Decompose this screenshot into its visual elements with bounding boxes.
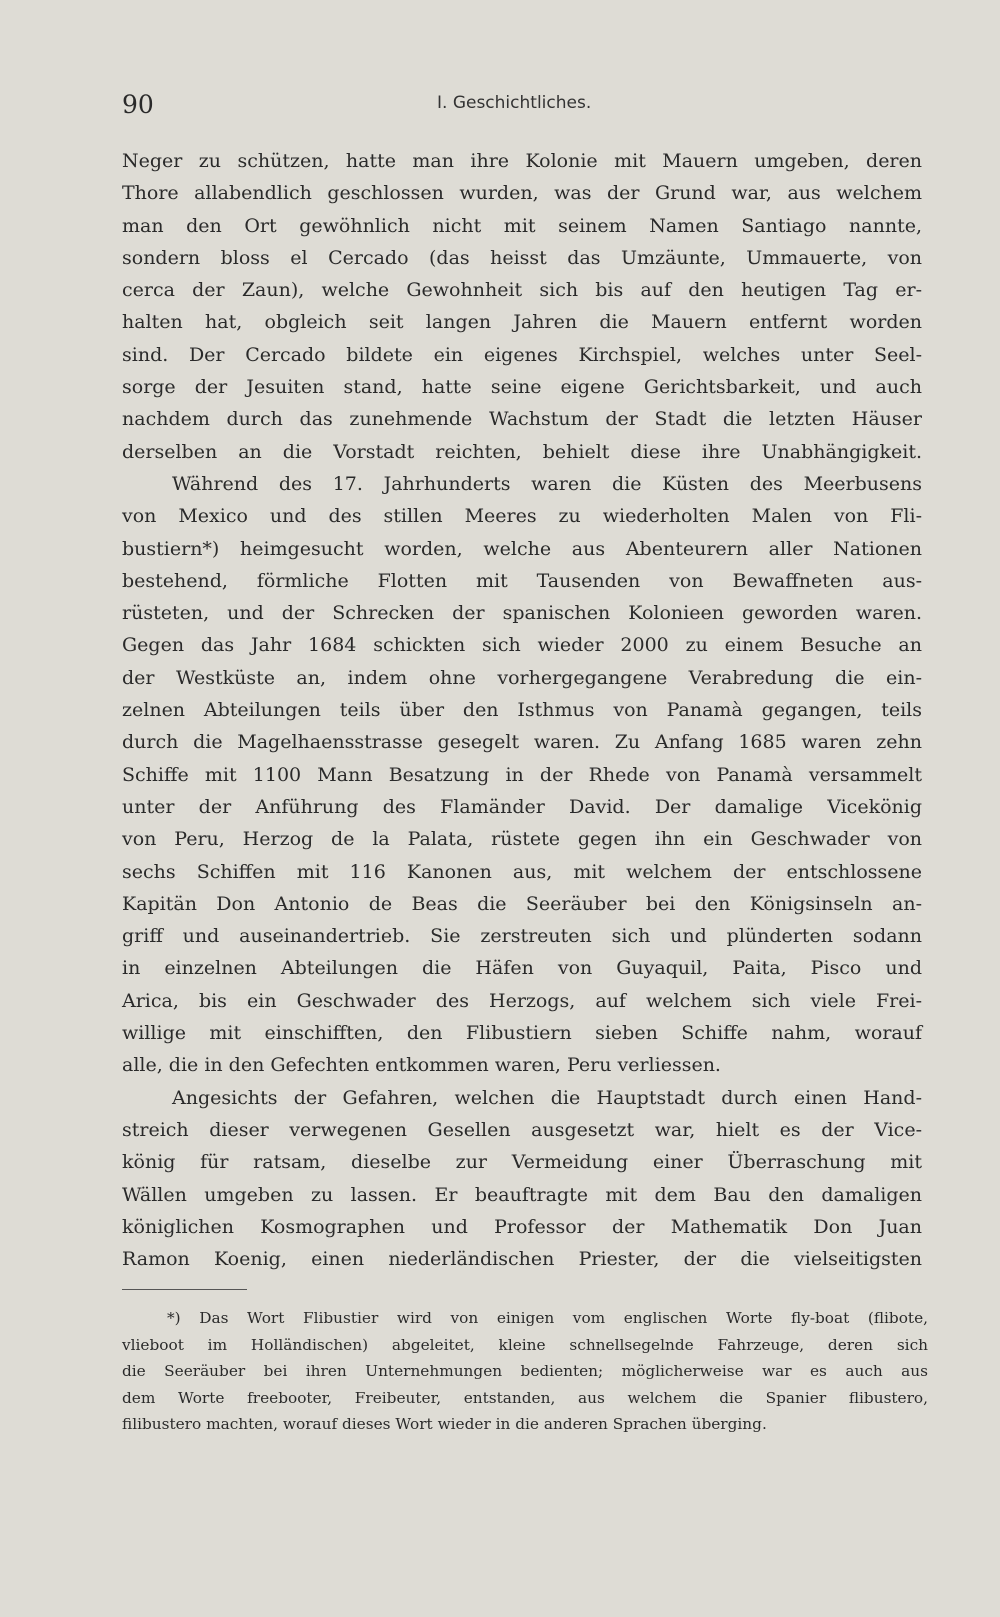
text-line: Schiffe mit 1100 Mann Besatzung in der Rhede von Panamà versammelt <box>122 763 922 786</box>
text-line: bestehend, förmliche Flotten mit Tausenden von Bewaffneten aus- <box>122 569 922 592</box>
text-line: unter der Anführung des Flamänder David. Der damalige Vicekönig <box>122 795 922 818</box>
page-header <box>122 90 922 130</box>
text-line: man den Ort gewöhnlich nicht mit seinem Namen Santiago nannte, <box>122 214 922 237</box>
paragraph-end-line: alle, die in den Gefechten entkommen waren, Peru verliessen. <box>122 1054 721 1077</box>
text-line: cerca der Zaun), welche Gewohnheit sich bis auf den heutigen Tag er- <box>122 279 922 302</box>
text-line: Arica, bis ein Geschwader des Herzogs, auf welchem sich viele Frei- <box>122 989 922 1012</box>
text-line: Thore allabendlich geschlossen wurden, was der Grund war, aus welchem <box>122 182 922 205</box>
body-text <box>122 145 922 1275</box>
text-line: Ramon Koenig, einen niederländischen Priester, der die vielseitigsten <box>122 1248 922 1271</box>
text-line: in einzelnen Abteilungen die Häfen von Guyaquil, Paita, Pisco und <box>122 957 922 980</box>
text-line: halten hat, obgleich seit langen Jahren die Mauern entfernt worden <box>122 311 922 334</box>
text-line: könig für ratsam, dieselbe zur Vermeidung einer Überraschung mit <box>122 1151 922 1174</box>
running-head: I. Geschichtliches. <box>437 93 592 113</box>
footnote-line: *) Das Wort Flibustier wird von einigen vom englischen Worte fly-boat (flibote, <box>167 1309 928 1327</box>
text-line: der Westküste an, indem ohne vorhergegangene Verabredung die ein- <box>122 666 922 689</box>
footnote-line: vlieboot im Holländischen) abgeleitet, kleine schnellsegelnde Fahrzeuge, deren sich <box>122 1335 928 1354</box>
text-line: durch die Magelhaensstrasse gesegelt waren. Zu Anfang 1685 waren zehn <box>122 731 922 754</box>
text-line: Gegen das Jahr 1684 schickten sich wieder 2000 zu einem Besuche an <box>122 634 922 657</box>
text-line: Wällen umgeben zu lassen. Er beauftragte mit dem Bau den damaligen <box>122 1183 922 1206</box>
text-line: derselben an die Vorstadt reichten, behielt diese ihre Unabhängigkeit. <box>122 440 922 463</box>
text-line: von Peru, Herzog de la Palata, rüstete gegen ihn ein Geschwader von <box>122 828 922 851</box>
footnote <box>122 1305 928 1438</box>
paragraph-start-line: Angesichts der Gefahren, welchen die Hauptstadt durch einen Hand- <box>172 1086 922 1109</box>
footnote-separator <box>122 1289 247 1290</box>
text-line: königlichen Kosmographen und Professor der Mathematik Don Juan <box>122 1215 922 1238</box>
footnote-line: filibustero machten, worauf dieses Wort wieder in die anderen Sprachen überging. <box>122 1415 767 1433</box>
footnote-line: die Seeräuber bei ihren Unternehmungen bedienten; möglicherweise war es auch aus <box>122 1362 928 1380</box>
text-line: sondern bloss el Cercado (das heisst das Umzäunte, Ummauerte, von <box>122 246 922 269</box>
text-line: nachdem durch das zunehmende Wachstum der Stadt die letzten Häuser <box>122 408 922 431</box>
text-line: Neger zu schützen, hatte man ihre Kolonie mit Mauern umgeben, deren <box>122 150 922 172</box>
text-line: sorge der Jesuiten stand, hatte seine eigene Gerichtsbarkeit, und auch <box>122 376 922 399</box>
text-line: streich dieser verwegenen Gesellen ausgesetzt war, hielt es der Vice- <box>122 1118 922 1141</box>
text-line: sechs Schiffen mit 116 Kanonen aus, mit welchem der entschlossene <box>122 860 922 883</box>
text-line: willige mit einschifften, den Flibustiern sieben Schiffe nahm, worauf <box>122 1022 922 1045</box>
text-line: bustiern*) heimgesucht worden, welche aus Abenteurern aller Nationen <box>122 537 922 560</box>
paragraph-start-line: Während des 17. Jahrhunderts waren die Küsten des Meerbusens <box>172 472 922 495</box>
text-line: zelnen Abteilungen teils über den Isthmus von Panamà gegangen, teils <box>122 699 922 722</box>
page-number: 90 <box>122 90 154 119</box>
footnote-line: dem Worte freebooter, Freibeuter, entstanden, aus welchem die Spanier flibustero, <box>122 1388 928 1407</box>
text-line: griff und auseinandertrieb. Sie zerstreuten sich und plünderten sodann <box>122 925 922 948</box>
text-line: rüsteten, und der Schrecken der spanischen Kolonieen geworden waren. <box>122 602 922 625</box>
text-line: sind. Der Cercado bildete ein eigenes Kirchspiel, welches unter Seel- <box>122 343 922 366</box>
text-line: von Mexico und des stillen Meeres zu wiederholten Malen von Fli- <box>122 505 922 528</box>
text-line: Kapitän Don Antonio de Beas die Seeräuber bei den Königsinseln an- <box>122 892 922 915</box>
